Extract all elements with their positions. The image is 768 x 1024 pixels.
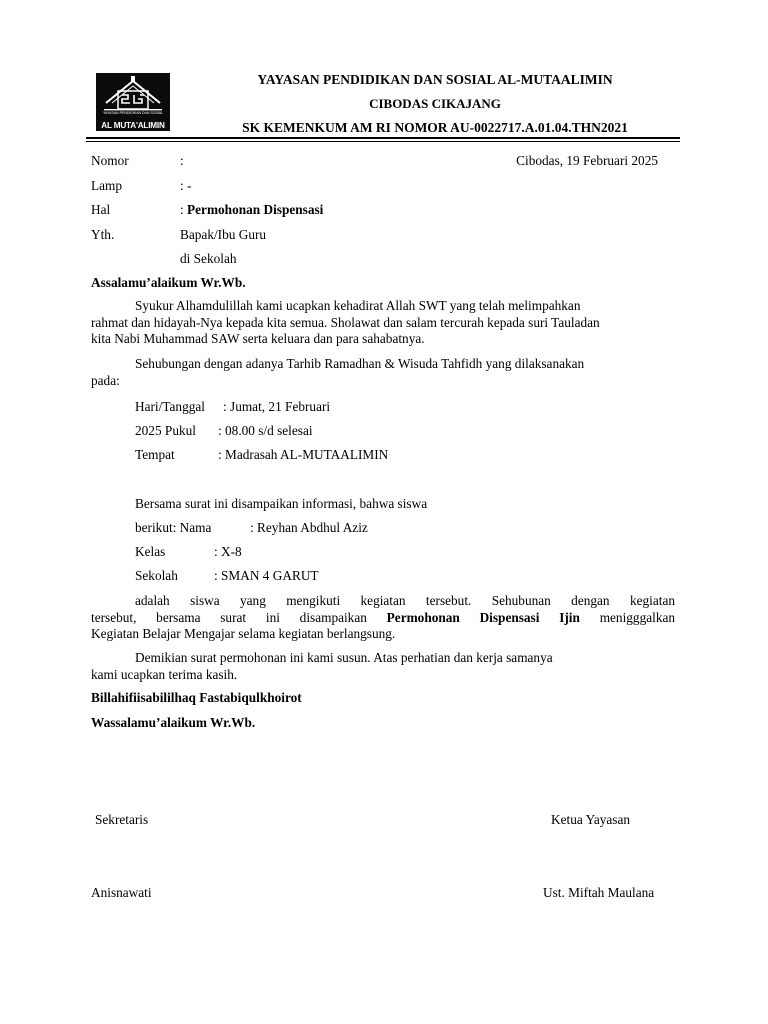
- yth-location: di Sekolah: [180, 251, 237, 266]
- organization-logo: [96, 73, 170, 131]
- student-class-value: : X-8: [214, 544, 242, 559]
- event-place-value: : Madrasah AL-MUTAALIMIN: [218, 447, 389, 462]
- hal-label: Hal: [91, 202, 111, 217]
- signature-right-title: Ketua Yayasan: [551, 812, 631, 827]
- student-class-label: Kelas: [135, 544, 166, 559]
- event-time-value: : 08.00 s/d selesai: [218, 423, 313, 438]
- student-name-value: : Reyhan Abdhul Aziz: [250, 520, 368, 535]
- paragraph-line: Syukur Alhamdulillah kami ucapkan kehadirat Allah SWT yang telah melimpahkan: [135, 298, 581, 313]
- paragraph-line: kami ucapkan terima kasih.: [91, 666, 238, 682]
- paragraph-closing: [91, 650, 675, 683]
- logo-small-text: YAYASAN PENDIDIKAN DAN SOSIAL: [102, 111, 164, 115]
- dispensation-emphasis: Permohonan Dispensasi Ijin: [386, 609, 580, 625]
- student-school-label: Sekolah: [135, 568, 178, 583]
- event-time-label: 2025 Pukul: [135, 423, 196, 438]
- lamp-value: : -: [180, 178, 192, 193]
- paragraph-line: Sehubungan dengan adanya Tarhib Ramadhan & Wisuda Tahfidh yang dilaksanakan: [135, 356, 585, 371]
- paragraph-line: pada:: [91, 372, 120, 388]
- paragraph-line: rahmat dan hidayah-Nya kepada kita semua. Sholawat dan salam tercurah kepada suri Tauladan: [91, 314, 600, 330]
- signature-left-title: Sekretaris: [95, 812, 149, 827]
- event-day-value: : Jumat, 21 Februari: [223, 399, 331, 414]
- closing-greeting: Wassalamu’alaikum Wr.Wb.: [91, 715, 256, 730]
- signature-right-name: Ust. Miftah Maulana: [543, 885, 655, 900]
- nomor-label: Nomor: [91, 153, 129, 168]
- paragraph-event-intro: [91, 356, 675, 389]
- signature-left-name: Anisnawati: [91, 885, 152, 900]
- student-school-value: : SMAN 4 GARUT: [214, 568, 319, 583]
- logo-brand-text: AL MUTA'ALIMIN: [101, 121, 165, 130]
- nomor-value: :: [180, 153, 184, 168]
- lamp-label: Lamp: [91, 178, 123, 193]
- paragraph-fragment: tersebut, bersama surat ini disampaikan: [91, 609, 367, 625]
- letter-date: Cibodas, 19 Februari 2025: [516, 153, 658, 168]
- paragraph-line: kita Nabi Muhammad SAW serta keluara dan para sahabatnya.: [91, 331, 425, 346]
- paragraph-line-mixed: [91, 610, 675, 627]
- header-location: CIBODAS CIKAJANG: [369, 96, 501, 111]
- header-divider-thick: [86, 137, 680, 139]
- header-divider-thin: [86, 141, 680, 142]
- paragraph-line: Kegiatan Belajar Mengajar selama kegiatan berlangsung.: [91, 626, 396, 641]
- paragraph-line: Demikian surat permohonan ini kami susun. Atas perhatian dan kerja samanya: [135, 650, 553, 665]
- opening-greeting: Assalamu’alaikum Wr.Wb.: [91, 275, 246, 290]
- hal-colon: :: [180, 202, 184, 217]
- event-day-label: Hari/Tanggal: [135, 399, 205, 414]
- yth-label: Yth.: [91, 227, 115, 242]
- paragraph-dispensation: [91, 593, 675, 643]
- header-decree-number: SK KEMENKUM AM RI NOMOR AU-0022717.A.01.04.THN2021: [242, 120, 628, 135]
- student-name-label: berikut: Nama: [135, 520, 212, 535]
- paragraph-student-intro: Bersama surat ini disampaikan informasi, bahwa siswa: [135, 496, 428, 511]
- hal-field: [180, 202, 323, 218]
- closing-phrase: Billahifiisabililhaq Fastabiqulkhoirot: [91, 690, 302, 705]
- paragraph-opening: [91, 298, 675, 348]
- paragraph-fragment: menigggalkan: [599, 609, 676, 625]
- yth-recipient: Bapak/Ibu Guru: [180, 227, 267, 242]
- event-place-label: Tempat: [135, 447, 175, 462]
- hal-value: Permohonan Dispensasi: [187, 202, 324, 217]
- paragraph-line: adalah siswa yang mengikuti kegiatan tersebut. Sehubunan dengan kegiatan: [135, 593, 675, 608]
- header-organization-name: YAYASAN PENDIDIKAN DAN SOSIAL AL-MUTAALIMIN: [257, 72, 613, 87]
